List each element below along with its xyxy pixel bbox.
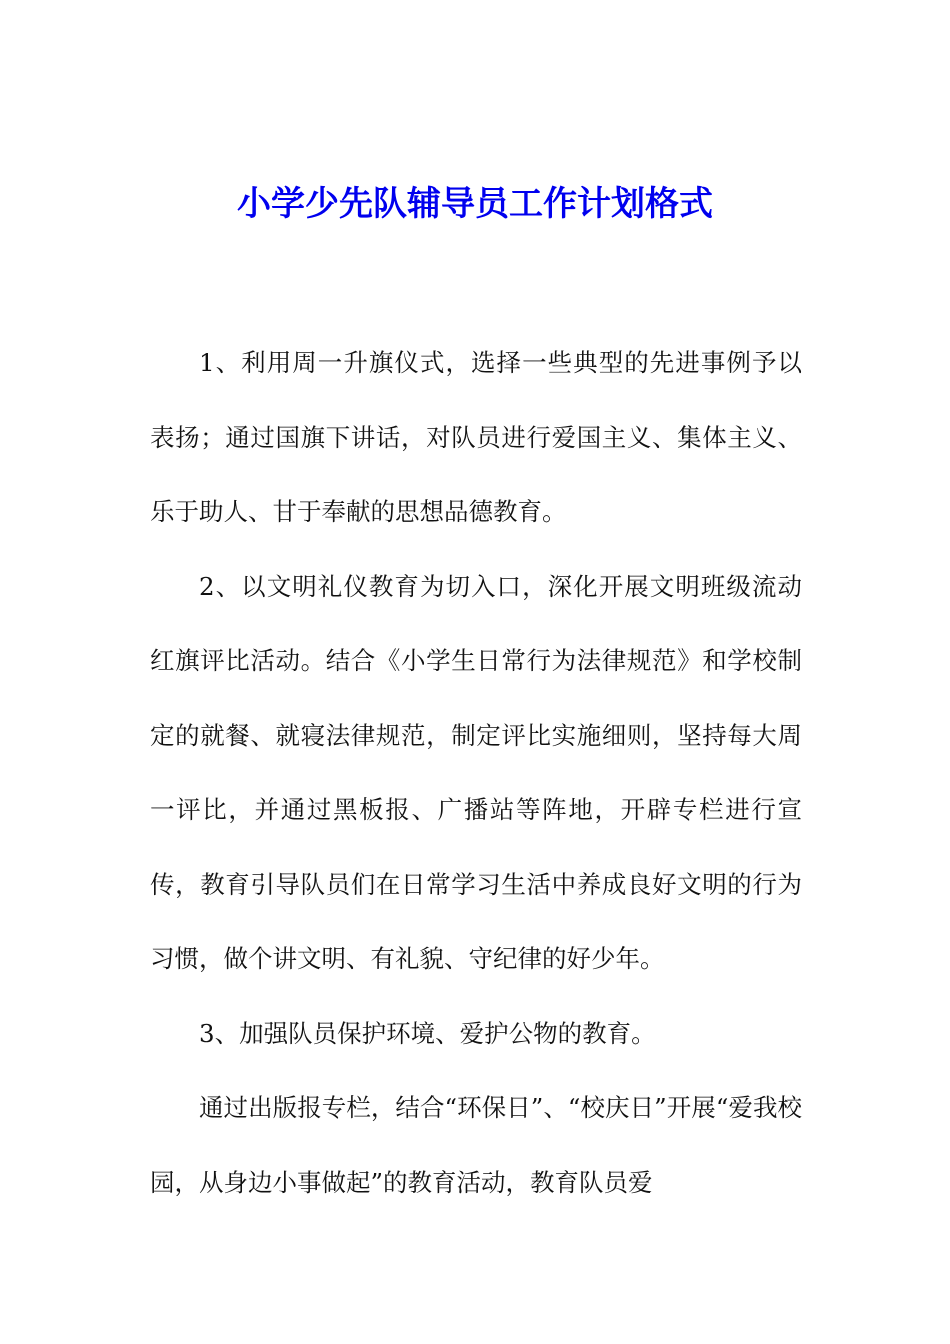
paragraph-4: 通过出版报专栏，结合“环保日”、“校庆日”开展“爱我校园，从身边小事做起”的教育活动，教育队员爱: [150, 1093, 802, 1197]
document-body: [150, 326, 802, 1220]
paragraph-1: 1、利用周一升旗仪式，选择一些典型的先进事例予以表扬；通过国旗下讲话，对队员进行爱国主义、集体主义、乐于助人、甘于奉献的思想品德教育。: [150, 348, 802, 526]
paragraph-2: 2、以文明礼仪教育为切入口，深化开展文明班级流动红旗评比活动。结合《小学生日常行为法律规范》和学校制定的就餐、就寝法律规范，制定评比实施细则，坚持每大周一评比，并通过黑板报、广播站等阵地，开辟专栏进行宣传，教育引导队员们在日常学习生活中养成良好文明的行为习惯，做个讲文明、有礼貌、守纪律的好少年。: [150, 571, 802, 973]
paragraph-3: 3、加强队员保护环境、爱护公物的教育。: [199, 1018, 656, 1048]
page-title: 小学少先队辅导员工作计划格式: [237, 184, 713, 224]
